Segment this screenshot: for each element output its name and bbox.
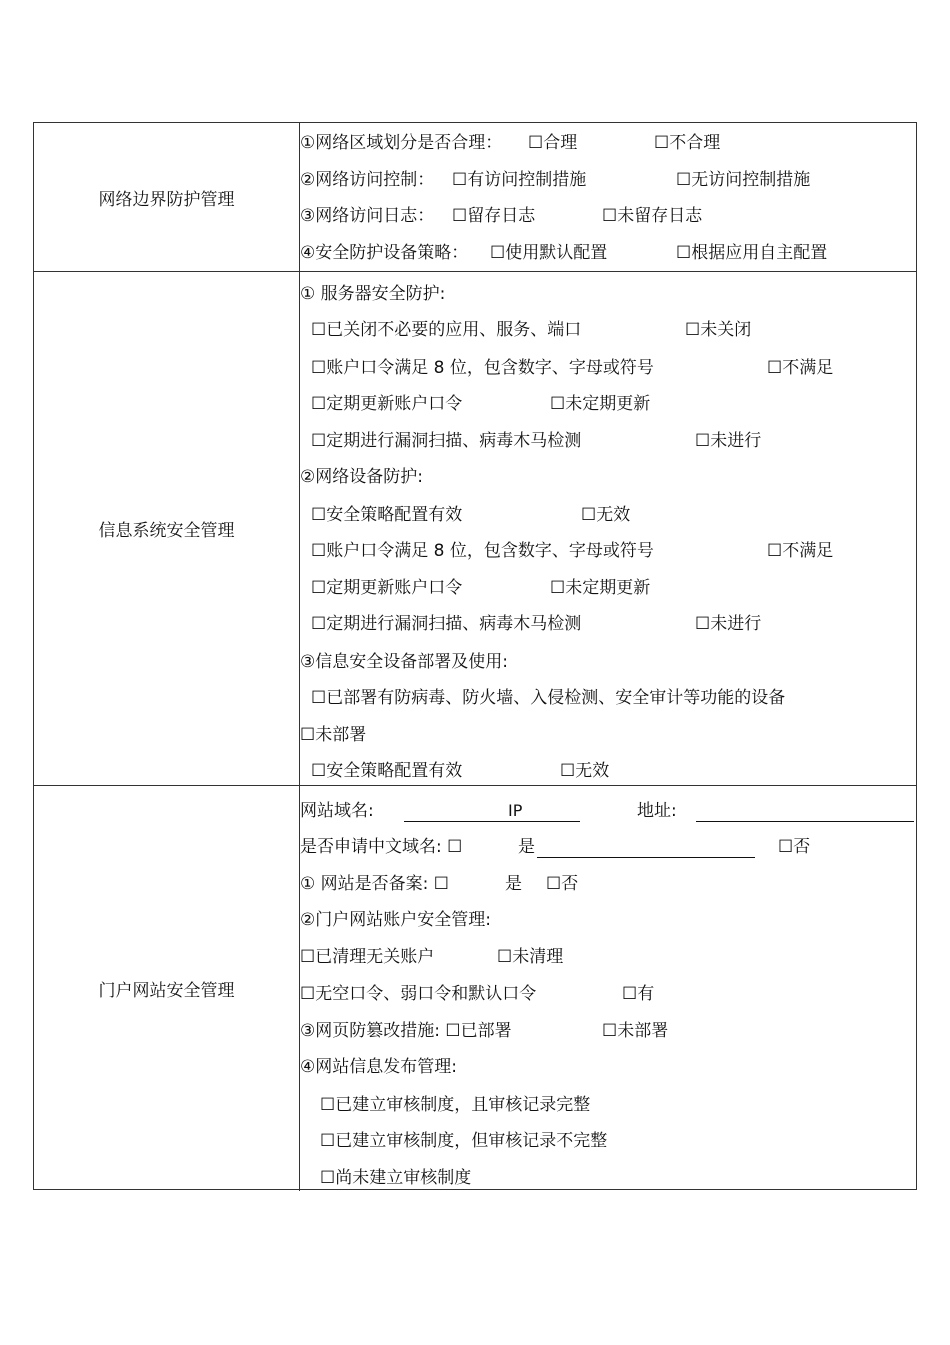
- option-checkbox[interactable]: ☐定期更新账户口令: [311, 578, 463, 598]
- question-text: ③信息安全设备部署及使用:: [300, 652, 508, 672]
- section-content: [300, 123, 916, 271]
- cn-domain-input-line[interactable]: [537, 857, 755, 858]
- cn-domain-no[interactable]: ☐否: [778, 837, 811, 857]
- option-checkbox[interactable]: ☐已建立审核制度，且审核记录完整: [320, 1095, 591, 1115]
- option-checkbox[interactable]: ☐有: [622, 984, 655, 1004]
- question-text: ②门户网站账户安全管理:: [300, 910, 491, 930]
- option-checkbox[interactable]: ☐未关闭: [685, 320, 752, 340]
- question-text[interactable]: ③网页防篡改措施: ☐已部署: [300, 1021, 512, 1041]
- section-content: [300, 272, 916, 785]
- cn-domain-yes: 是: [518, 837, 535, 857]
- option-checkbox[interactable]: ☐定期更新账户口令: [311, 394, 463, 414]
- option-checkbox[interactable]: ☐不满足: [767, 541, 834, 561]
- question-text: ①网络区域划分是否合理：: [300, 133, 503, 153]
- option-checkbox[interactable]: ☐未部署: [300, 725, 367, 745]
- option-checkbox[interactable]: ☐未进行: [695, 614, 762, 634]
- address-input-line[interactable]: [696, 821, 914, 822]
- cn-domain-question[interactable]: 是否申请中文域名: ☐: [300, 837, 463, 857]
- option-checkbox[interactable]: ☐定期进行漏洞扫描、病毒木马检测: [311, 614, 582, 634]
- option-checkbox[interactable]: ☐已清理无关账户: [300, 947, 435, 967]
- option-checkbox[interactable]: ☐未定期更新: [550, 394, 651, 414]
- option-checkbox[interactable]: ☐未留存日志: [602, 206, 703, 226]
- option-checkbox[interactable]: ☐安全策略配置有效: [311, 505, 463, 525]
- option-checkbox[interactable]: ☐不满足: [767, 358, 834, 378]
- domain-input-line[interactable]: [404, 821, 580, 822]
- cn-domain-row: [300, 835, 916, 859]
- option-checkbox[interactable]: ☐有访问控制措施: [452, 170, 587, 190]
- option-checkbox[interactable]: ☐已关闭不必要的应用、服务、端口: [311, 320, 582, 340]
- option-checkbox[interactable]: ☐合理: [528, 133, 578, 153]
- security-checklist-table: [33, 122, 917, 1190]
- record-no[interactable]: ☐否: [546, 874, 579, 894]
- option-checkbox[interactable]: ☐尚未建立审核制度: [320, 1168, 472, 1188]
- option-checkbox[interactable]: ☐未清理: [497, 947, 564, 967]
- option-checkbox[interactable]: ☐账户口令满足 8 位，包含数字、字母或符号: [311, 541, 654, 561]
- option-checkbox[interactable]: ☐账户口令满足 8 位，包含数字、字母或符号: [311, 358, 654, 378]
- option-checkbox[interactable]: ☐无访问控制措施: [676, 170, 811, 190]
- record-question[interactable]: ① 网站是否备案: ☐: [300, 874, 450, 894]
- section-network-boundary: [34, 123, 916, 271]
- section-portal-website: [34, 785, 916, 1191]
- option-checkbox[interactable]: ☐留存日志: [452, 206, 536, 226]
- question-text: ④网站信息发布管理:: [300, 1057, 457, 1077]
- question-text: ③网络访问日志：: [300, 206, 435, 226]
- option-checkbox[interactable]: ☐未部署: [602, 1021, 669, 1041]
- option-checkbox[interactable]: ☐未进行: [695, 431, 762, 451]
- section-content: [300, 786, 916, 1191]
- question-text: ②网络设备防护:: [300, 467, 423, 487]
- option-checkbox[interactable]: ☐无效: [560, 761, 610, 781]
- option-checkbox[interactable]: ☐未定期更新: [550, 578, 651, 598]
- option-checkbox[interactable]: ☐安全策略配置有效: [311, 761, 463, 781]
- domain-row: [300, 799, 916, 823]
- question-text: ① 服务器安全防护:: [300, 284, 446, 304]
- option-checkbox[interactable]: ☐定期进行漏洞扫描、病毒木马检测: [311, 431, 582, 451]
- option-checkbox[interactable]: ☐使用默认配置: [490, 243, 608, 263]
- option-checkbox[interactable]: ☐已部署有防病毒、防火墙、入侵检测、安全审计等功能的设备: [311, 688, 786, 708]
- section-information-system: [34, 271, 916, 785]
- address-label: 地址:: [637, 801, 677, 821]
- option-checkbox[interactable]: ☐无效: [581, 505, 631, 525]
- section-label: 门户网站安全管理: [34, 786, 300, 1191]
- option-checkbox[interactable]: ☐根据应用自主配置: [676, 243, 828, 263]
- ip-text: IP: [508, 801, 523, 820]
- record-yes: 是: [505, 874, 522, 894]
- option-checkbox[interactable]: ☐无空口令、弱口令和默认口令: [300, 984, 537, 1004]
- option-checkbox[interactable]: ☐已建立审核制度，但审核记录不完整: [320, 1131, 608, 1151]
- option-checkbox[interactable]: ☐不合理: [654, 133, 721, 153]
- section-label: 信息系统安全管理: [34, 272, 300, 785]
- question-text: ④安全防护设备策略：: [300, 243, 469, 263]
- domain-label: 网站域名:: [300, 801, 374, 821]
- section-label: 网络边界防护管理: [34, 123, 300, 271]
- question-text: ②网络访问控制：: [300, 170, 435, 190]
